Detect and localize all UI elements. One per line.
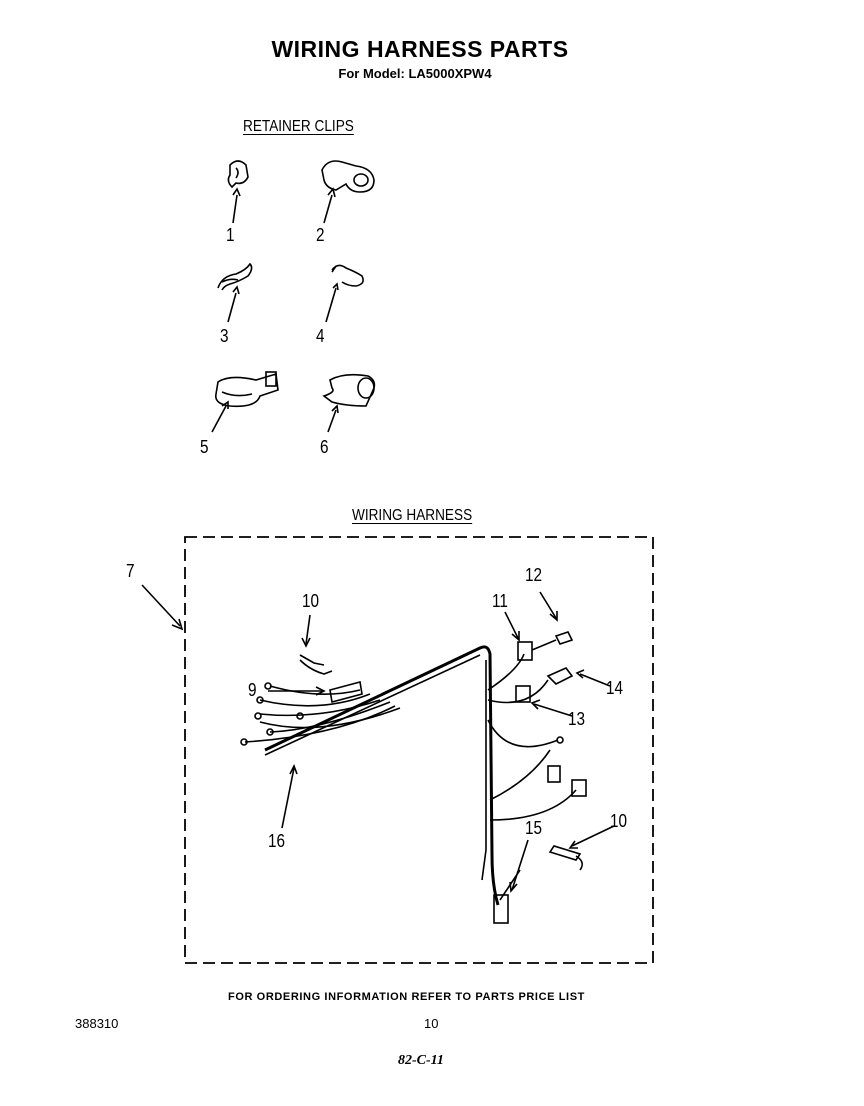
handwritten-code: 82-C-11 xyxy=(398,1053,444,1068)
callout-clip-4: 4 xyxy=(316,326,325,346)
callout-10-right: 10 xyxy=(610,811,628,831)
retainer-clip-4-drawing xyxy=(326,265,363,322)
retainer-clip-5-drawing xyxy=(212,372,278,432)
section-heading-wiring-harness: WIRING HARNESS xyxy=(352,507,473,524)
retainer-clip-2-drawing xyxy=(322,161,374,223)
callout-clip-2: 2 xyxy=(316,225,325,245)
harness-dashed-border xyxy=(185,537,653,963)
callout-clip-6: 6 xyxy=(320,437,329,457)
section-heading-retainer-clips: RETAINER CLIPS xyxy=(243,118,354,135)
model-subtitle: For Model: LA5000XPW4 xyxy=(338,66,492,81)
callout-clip-5: 5 xyxy=(200,437,209,457)
callout-13: 13 xyxy=(568,709,586,729)
callout-7: 7 xyxy=(126,561,135,581)
callout-12: 12 xyxy=(525,565,543,585)
retainer-clip-6-drawing xyxy=(324,375,374,432)
callout-clip-3: 3 xyxy=(220,326,229,346)
document-number: 388310 xyxy=(75,1016,119,1031)
ordering-note: FOR ORDERING INFORMATION REFER TO PARTS PRICE LIST xyxy=(228,991,585,1003)
page-number: 10 xyxy=(424,1016,439,1031)
callout-9: 9 xyxy=(248,680,257,700)
page-title: WIRING HARNESS PARTS xyxy=(271,36,569,62)
callout-16: 16 xyxy=(268,831,286,851)
callout-clip-1: 1 xyxy=(226,225,235,245)
callout-15: 15 xyxy=(525,818,543,838)
callout-11: 11 xyxy=(492,591,508,611)
callout-10-left: 10 xyxy=(302,591,320,611)
retainer-clip-1-drawing xyxy=(228,161,248,223)
callout-14: 14 xyxy=(606,678,624,698)
callout-leaders xyxy=(142,585,614,891)
retainer-clip-3-drawing xyxy=(218,264,252,322)
